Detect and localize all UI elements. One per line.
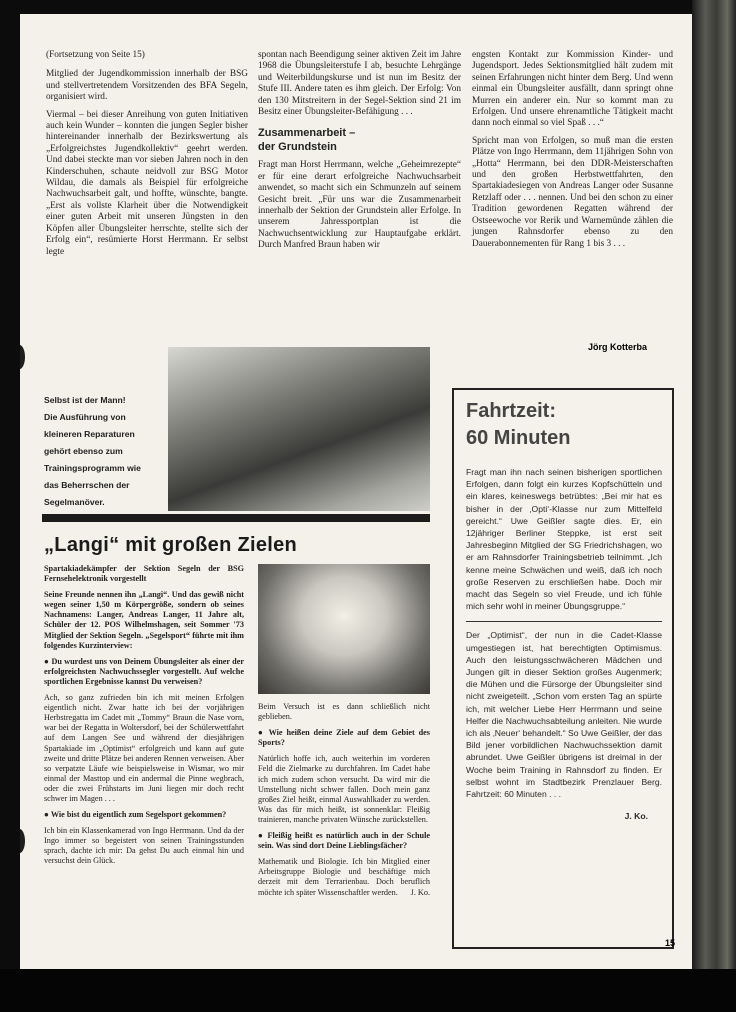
book-spine — [692, 0, 736, 1012]
box-paragraph: Fragt man ihn nach seinen bisherigen sportlichen Erfolgen, dann folgt ein kurzes Kopfschütteln und ein klares, keineswegs betrübtes: „Bei mir hat es bisher in der ‚Opti‘-Klasse nur zum Mittelfeld gereicht.“ Uwe Geißler sagte dies. Er, ein 12jähriger Berliner Steppke, ist erst seit Jahresbeginn Mitglied der SG Friedrichshagen, wo er am Rahnsdorfer Trainingsbetrieb teilnimmt. „Ich kenne meine Schwächen und weiß, daß ich noch große Reserven zu erschließen habe. Doch mir macht das Segeln so viel Freude, und ich fühle mich sehr wohl in meiner Übungsgruppe.“ — [466, 467, 662, 612]
answer: Natürlich hoffe ich, auch weiterhin im vorderen Feld die Zielmarke zu durchfahren. Im Cadet habe ich mich zudem schon versucht. Da wird mir die Umstellung nicht schwer fallen. Doch mein ganz großes Ziel heißt, einmal Auswahlkader zu werden. Was das für mich heißt, ist sonnenklar: Fleißig trainieren, manche privaten Wünsche zurückstellen. — [258, 754, 430, 824]
paragraph: spontan nach Beendigung seiner aktiven Zeit im Jahre 1968 die Übungsleiterstufe I ab, besuchte Lehrgänge und Weiterbildungskurse und ist nun im Besitz der Stufe III. Andere taten es ihm gleich. Der Erfolg: Von den 130 Mitstreitern in der Segel-Sektion sind 21 im Besitz einer Übungsleiter-Befähigung . . . — [258, 50, 461, 118]
question: ● Du wurdest uns von Deinem Übungsleiter als einer der erfolgreichsten Nachwuchssegler vorgestellt. Auf welche sportlichen Ergebnisse kannst Du verweisen? — [44, 656, 244, 686]
box-paragraph: Der „Optimist“, der nun in die Cadet-Klasse umgestiegen ist, hat berechtigten Optimismus. Auch den leistungsschwächeren Mädchen und Jungen gilt in dieser Sektion großes Augenmerk; die Mühen und die Fürsorge der Übungsleiter sind nicht zweigeteilt. „Schon vom ersten Tag an spürte ich, mit welcher Liebe Herr Herrmann und seine Helfer die Nachwuchsabteilung anleiten. Nie wurde ich als ‚Neuer‘ behandelt.“ So Uwe Geißler, der das Bild jener vorbildlichen Nachwuchssektion damit abrundet. Uwe Geißler übrigens ist dreimal in der Woche beim Training in Rahnsdorf zu finden. Er selbst wohnt im Stadtbezirk Prenzlauer Berg. Fahrtzeit: 60 Minuten . . . — [466, 630, 662, 800]
article-column-2 — [258, 50, 461, 258]
author-signature: Jörg Kotterba — [588, 342, 648, 352]
box-divider — [466, 621, 662, 622]
answer: Beim Versuch ist es dann schließlich nicht geblieben. — [258, 702, 430, 722]
article-rule — [42, 514, 430, 522]
question: ● Wie heißen deine Ziele auf dem Gebiet des Sports? — [258, 728, 430, 748]
article-title: „Langi“ mit großen Zielen — [44, 534, 298, 556]
question: ● Wie bist du eigentlich zum Segelsport gekommen? — [44, 810, 227, 820]
page-number: 15 — [665, 938, 676, 948]
paragraph: Spricht man von Erfolgen, so muß man die ersten Plätze von Ingo Herrmann, dem 11jährigen Sohn von „Hotta“ Herrmann, bei den DDR-Meisterschaften und den großen Herbstwettfahrten, den Spartakiadesiegen von Andreas Langer oder Susanne Retzlaff oder . . . nennen. Und bei den schon zu einer Tradition gewordenen Regatten während der Ostseewoche vor Rerik und Warnemünde zählen die jungen Rahnsdorfer ebenso zu den Dauerabonnementen für Rang 1 bis 3 . . . — [472, 135, 673, 249]
answer: Mathematik und Biologie. Ich bin Mitglied einer Arbeitsgruppe Biologie und beschäftige mich derzeit mit dem Terrarienbau. Doch beruflich möchte ich später Wissenschaftler werden. J. Ko. — [258, 857, 430, 897]
subtitle: Spartakiadekämpfer der Sektion Segeln der BSG Fernsehelektronik vorgestellt — [44, 564, 244, 584]
portrait-photo — [258, 564, 430, 694]
question: ● Fleißig heißt es natürlich auch in der Schule sein. Was sind dort Deine Lieblingsfächer? — [258, 831, 430, 851]
binding-hole — [20, 345, 25, 369]
box-heading: Fahrtzeit: 60 Minuten — [466, 400, 571, 449]
article-column-3 — [472, 50, 673, 256]
paragraph: Fragt man Horst Herrmann, welche „Geheimrezepte“ er für eine derart erfolgreiche Nachwuchsarbeit anwendet, so macht sich ein Schmunzeln auf seinem Gesicht breit. „Für uns war die Zusammenarbeit innerhalb der Sektion der Grundstein aller Erfolge. In unserem Jahressportplan ist die Nachwuchsentwicklung zur Hauptaufgabe erklärt. Durch Manfred Braun haben wir — [258, 160, 461, 251]
paragraph: Mitglied der Jugendkommission innerhalb der BSG und stellvertretendem Vorsitzenden des BFA Segeln, organisiert wird. — [46, 69, 248, 103]
sidebar-box — [452, 388, 674, 949]
bottom-shadow — [0, 969, 736, 1012]
box-signature: J. Ko. — [624, 811, 648, 822]
answer: Ich bin ein Klassenkamerad von Ingo Herrmann. Und da der Ingo immer so begeistert von seinen Trainingsstunden sprach, dachte ich mir: Da gehst Du auch einmal hin und versuchst dein Glück. — [44, 826, 244, 866]
sailing-repair-photo — [168, 347, 430, 511]
binding-hole — [20, 829, 25, 853]
subheading: Zusammenarbeit – der Grundstein — [258, 127, 356, 154]
paragraph: engsten Kontakt zur Kommission Kinder- und Jugendsport. Jedes Sektionsmitglied hält zudem mit seinen Erfahrungen nicht hinter dem Berg. Und wenn einmal ein Übungsleiter ausfällt, dann springt ohne Murren ein anderer ein. Nur so kommt man zu Erfolgen. Und unsere ehrenamtliche Tätigkeit macht dann noch einmal so viel Spaß . . .“ — [472, 50, 673, 129]
article-column-1 — [46, 50, 248, 264]
interview-column-1 — [44, 564, 244, 873]
photo-caption: Selbst ist der Mann! Die Ausführung von kleineren Reparaturen gehört ebenso zum Trainingsprogramm wie das Beherrschen der Segelmanöver. — [44, 395, 141, 507]
interview-column-2 — [258, 702, 430, 904]
paragraph: Viermal – bei dieser Anreihung von guten Initiativen auch kein Wunder – konnten die jungen Segler bisher hintereinander innerhalb der Bezirkswertung als „Erfolgreichstes Jugendkollektiv“ geehrt werden. Und dabei steckte man vor sieben Jahren noch in den Kinderschuhen, schaute neidvoll zur BSG Motor Wildau, die damals als Beispiel für erfolgreiche Nachwuchsarbeit galt, und hoffte, wünschte, bangte. „Erst als vollste Klarheit über die Notwendigkeit einer guten Arbeit mit unseren Jüngsten in den Köpfen aller Übungsleiter herrschte, stellte sich der Erfolg ein“, resümierte Horst Herrmann. Er selbst legte — [46, 109, 248, 257]
answer: Ach, so ganz zufrieden bin ich mit meinen Erfolgen eigentlich nicht. Zwar hatte ich bei der vorjährigen Herbstregatta im Cadet mit „Tommy“ Braun die Nase vorn, war bei der Regatta in Woltersdorf, bei der Schülerwettfahrt auf dem Langen See und während der diesjährigen Spartakiade im „Optimist“ erfolgreich und kann auf gute zweite und dritte Plätze bei anderen Rennen verweisen. Aber so verpatzte Läufe wie beispielsweise in Wismar, wo mir einmal der Masttop und ein andermal die Pinne wegbrach, oder die zwei Frühstarts im Juni liegen mir doch recht schwer im Magen . . . — [44, 693, 244, 803]
magazine-page — [20, 14, 692, 969]
intro: Seine Freunde nennen ihn „Langi“. Und das gewiß nicht wegen seiner 1,50 m Körpergröße, sondern ob seines Nachnamens: Langer, Andreas Langer, 11 Jahre alt, Schüler der 12. POS Wilhelmshagen, seit Sommer '73 Mitglied der Sektion Segeln. „Segelsport“ führte mit ihm folgendes Kurzinterview: — [44, 590, 244, 650]
continued-note: (Fortsetzung von Seite 15) — [46, 50, 145, 60]
